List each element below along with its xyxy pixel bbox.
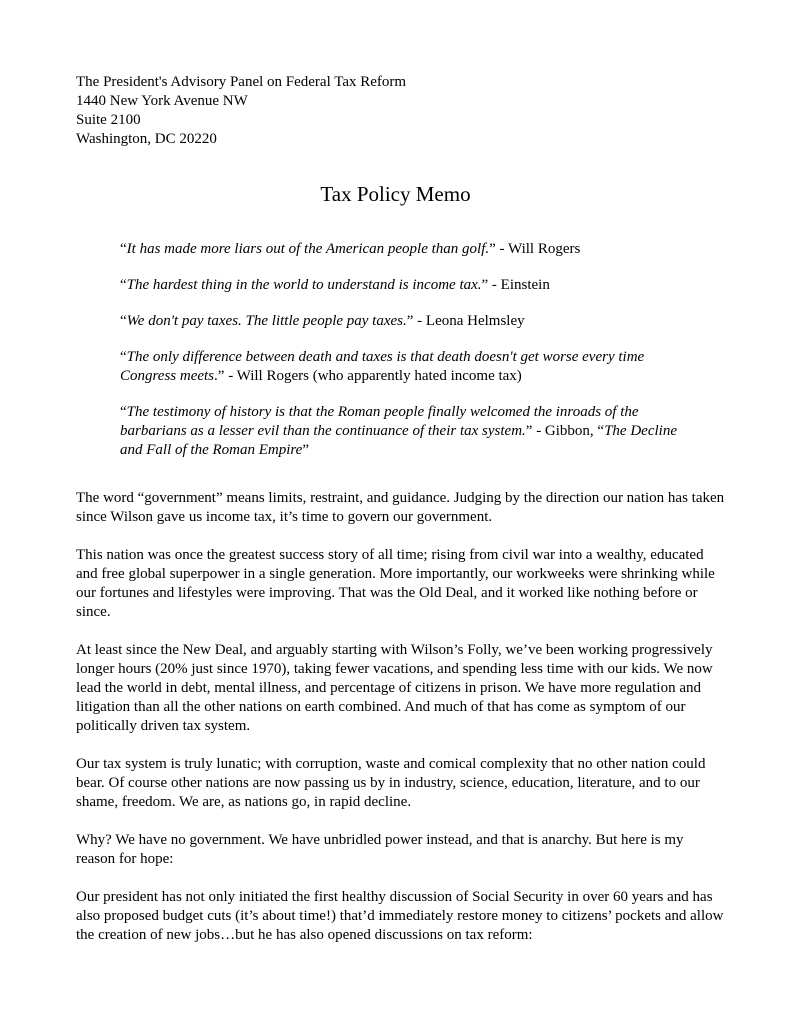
quote-will-rogers-golf (120, 240, 690, 259)
address-line-1: The President's Advisory Panel on Federal Tax Reform (76, 74, 407, 90)
quote-open-mark: “ (120, 241, 127, 257)
memo-body (76, 489, 726, 964)
quote-text: It has made more liars out of the American people than golf. (126, 241, 490, 257)
quote-open-mark: “ (120, 277, 127, 293)
body-paragraph-4: Our tax system is truly lunatic; with corruption, waste and comical complexity that no other nation could bear. Of course other nations are now passing us by in industry, science, education, literature, and to our shame, freedom. We are, as nations go, in rapid decline. (76, 756, 706, 810)
quote-will-rogers-congress (120, 348, 690, 386)
quote-open-mark: “ (120, 404, 127, 420)
body-paragraph-6: Our president has not only initiated the first healthy discussion of Social Security in over 60 years and has also proposed budget cuts (it’s about time!) that’d immediately restore money to citizens’ pockets and allow the creation of new jobs…but he has also opened discussions on tax reform: (76, 889, 724, 943)
quote-attribution: ” - Leona Helmsley (406, 313, 525, 329)
quote-close-mark: ” (302, 442, 310, 458)
body-paragraph-3: At least since the New Deal, and arguably starting with Wilson’s Folly, we’ve been working progressively longer hours (20% just since 1970), taking fewer vacations, and spending less time with our kids. We now lead the world in debt, mental illness, and percentage of citizens in prison. We have more regulation and litigation than all the other nations on earth combined. And much of that has come as symptom of our politically driven tax system. (76, 642, 713, 734)
quote-text: We don't pay taxes. The little people pay taxes. (126, 313, 407, 329)
body-paragraph-1: The word “government” means limits, restraint, and guidance. Judging by the direction our nation has taken since Wilson gave us income tax, it’s time to govern our government. (76, 490, 725, 525)
quote-text: The only difference between death and taxes is that death doesn't get worse every time Congress meets (120, 349, 645, 384)
quote-book-title: The Decline and Fall of the Roman Empire (120, 423, 677, 458)
quote-text: The hardest thing in the world to understand is income tax. (126, 277, 482, 293)
quote-attribution: .” - Will Rogers (who apparently hated income tax) (214, 368, 522, 384)
quote-attribution: ” - Will Rogers (489, 241, 581, 257)
quote-attribution: ” - Gibbon, “ (525, 423, 605, 439)
quote-open-mark: “ (120, 313, 127, 329)
quotes-block (120, 240, 690, 477)
body-paragraph-2: This nation was once the greatest success story of all time; rising from civil war into a wealthy, educated and free global superpower in a single generation. More importantly, our workweeks were shrinking while our fortunes and lifestyles were improving. That was the Old Deal, and it worked like nothing before or since. (76, 547, 715, 620)
quote-text: The testimony of history is that the Roman people finally welcomed the inroads of the barbarians as a lesser evil than the continuance of their tax system. (120, 404, 639, 439)
body-paragraph-5: Why? We have no government. We have unbridled power instead, and that is anarchy. But here is my reason for hope: (76, 832, 684, 867)
memo-title: Tax Policy Memo (320, 182, 471, 206)
quote-attribution: ” - Einstein (481, 277, 550, 293)
quote-einstein (120, 276, 690, 295)
address-line-3: Suite 2100 (76, 112, 141, 128)
address-line-4: Washington, DC 20220 (76, 131, 217, 147)
recipient-address (76, 73, 406, 149)
quote-open-mark: “ (120, 349, 127, 365)
address-line-2: 1440 New York Avenue NW (76, 93, 248, 109)
quote-helmsley (120, 312, 690, 331)
quote-gibbon (120, 403, 690, 460)
